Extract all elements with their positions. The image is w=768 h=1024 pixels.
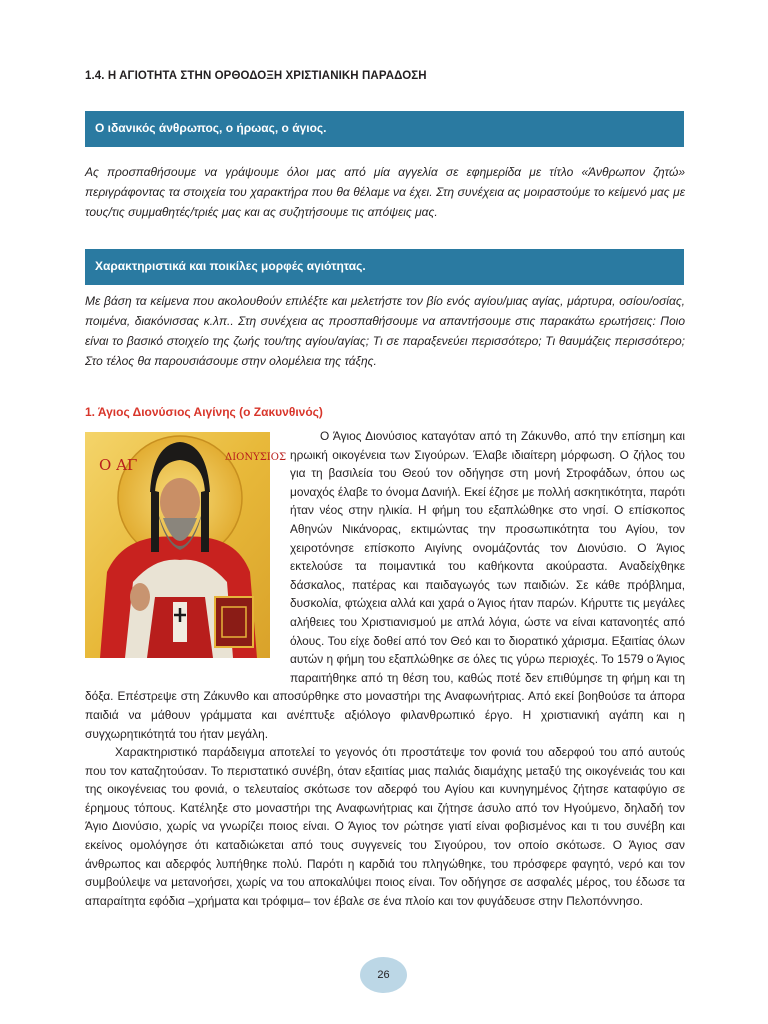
biography-paragraph-2: Χαρακτηριστικό παράδειγμα αποτελεί το γεγονός ότι προστάτεψε τον φονιά του αδερφού του από αυτούς που τον καταζητούσαν. Το περιστατικό συνέβη, όταν εξαιτίας μιας παλιάς διαμάχης μεταξύ της οικογένειάς του και της οικογένειας του φονιά, ο τελευταίος σκότωσε τον αδερφό του Αγίου και κυνηγημένος ζήτησε καταφύγιο σε έρημους τόπους. Κατέληξε στο μοναστήρι της Αναφωνήτριας και ζήτησε άσυλο από τον Ηγούμενο, δηλαδή τον Άγιο Διονύσιο, χωρίς να γνωρίζει ποιος είναι. Ο Άγιος τον ρώτησε γιατί είναι φοβισμένος και τι του συνέβη και εκείνος ομολόγησε ότι καταδιώκεται από τους συγγενείς του Σιγούρου, τον οποίο σκότωσε. Ο Άγιος σαν άνθρωπος και αδερφός λυπήθηκε πολύ. Παρότι η καρδιά του πληγώθηκε, του πρόσφερε φαγητό, νερό και τον συμβούλεψε να μετανοήσει, χωρίς να του αποκαλύψει ποιος είναι. Τον οδήγησε σε ασφαλές μέρος, του έδωσε τα απαραίτητα εφόδια –χρήματα και τρόφιμα– τον έβαλε σε ένα πλοίο και τον φυγάδευσε στην Πελοπόννησο. — [85, 745, 685, 908]
page-number: 26 — [360, 957, 407, 993]
activity-instructions-1: Ας προσπαθήσουμε να γράψουμε όλοι μας από μία αγγελία σε εφημερίδα με τίτλο «Άνθρωπον ζητώ» περιγράφοντας τα στοιχεία του χαρακτήρα που θα θέλαμε να έχει. Στη συνέχεια ας μοιραστούμε το κείμενό μας με τους/τις συμμαθητές/τριές μας και ας συζητήσουμε τις απόψεις μας. — [85, 165, 685, 219]
icon-inscription-left: Ο ΑΓ — [99, 456, 138, 474]
section-banner-ideal-person: Ο ιδανικός άνθρωπος, ο ήρωας, ο άγιος. — [85, 111, 684, 147]
section-title: 1.4. Η ΑΓΙΟΤΗΤΑ ΣΤΗΝ ΟΡΘΟΔΟΞΗ ΧΡΙΣΤΙΑΝΙΚΗ ΠΑΡΑΔΟΣΗ — [85, 70, 427, 82]
saint-heading: 1. Άγιος Διονύσιος Αιγίνης (ο Ζακυνθινός) — [85, 405, 323, 419]
icon-inscription-right: ΔΙΟΝΥΣΙΟΣ — [225, 452, 287, 463]
section-banner-holiness-forms: Χαρακτηριστικά και ποικίλες μορφές αγιότητας. — [85, 249, 684, 285]
activity-instructions-2: Με βάση τα κείμενα που ακολουθούν επιλέξτε και μελετήστε τον βίο ενός αγίου/μιας αγίας, μάρτυρα, οσίου/οσίας, ποιμένα, διακόνισσας κ.λπ.. Στη συνέχεια ας προσπαθήσουμε να απαντήσουμε στις παρακάτω ερωτήσεις: Ποιο είναι το βασικό στοιχείο της ζωής του/της αγίου/αγίας; Τι σε παραξενεύει περισσότερο; Τι θαυμάζεις περισσότερο; Στο τέλος θα παρουσιάσουμε στην ολομέλεια της τάξης. — [85, 294, 685, 368]
biography-paragraph-1: Ο Άγιος Διονύσιος καταγόταν από τη Ζάκυνθο, από την επίσημη και ηρωική οικογένεια των Σιγούρων. Έλαβε ιδιαίτερη μόρφωση. Ο ζήλος του για τη βασιλεία του Θεού τον οδήγησε στη μονή Στροφάδων, όπου ως μοναχός έλαβε το όνομα Δανιήλ. Εκεί έζησε με πολλή ασκητικότητα, παρότι ήταν νέος στην ηλικία. Η φήμη του εξαπλώθηκε στο νησί. Ο επίσκοπος Αθηνών Νικάνορας, εκτιμώντας την προσωπικότητα του Αγίου, τον χειροτόνησε επίσκοπο Αιγίνης ονομάζοντάς τον Διονύσιο. Ο Άγιος εκτελούσε τα ποιμαντικά του καθήκοντα ακούραστα. Αναδείχθηκε δάσκαλος, πατέρας και παιδαγωγός των παιδιών. Σε κάθε πρόβλημα, δυσκολία, φτώχεια αλλά και χαρά ο Άγιος ήταν παρών. Κήρυττε τις μεγάλες αλήθειες του Χριστιανισμού με απλά λόγια, ώστε να είναι κατανοητές από όλους. Του είχε δοθεί από τον Θεό και το διορατικό χάρισμα. Εξαιτίας όλων αυτών η φήμη του εξαπλώθηκε σε όλες τις γύρω περιοχές. Το 1579 ο Άγιος παραιτήθηκε από τη θέση του, καθώς ποτέ δεν επιθύμησε τη φήμη και τη δόξα. Επέστρεψε στη Ζάκυνθο και αποσύρθηκε στο μοναστήρι της Αναφωνήτριας. Από εκεί βοηθούσε τα άπορα παιδιά να μάθουν γράμματα και ανέπτυξε αξιόλογο φιλανθρωπικό έργο. Η χριστιανική αγάπη και η συγχωρητικότητά του ήταν μεγάλη. — [85, 429, 685, 741]
saint-biography — [85, 427, 685, 910]
